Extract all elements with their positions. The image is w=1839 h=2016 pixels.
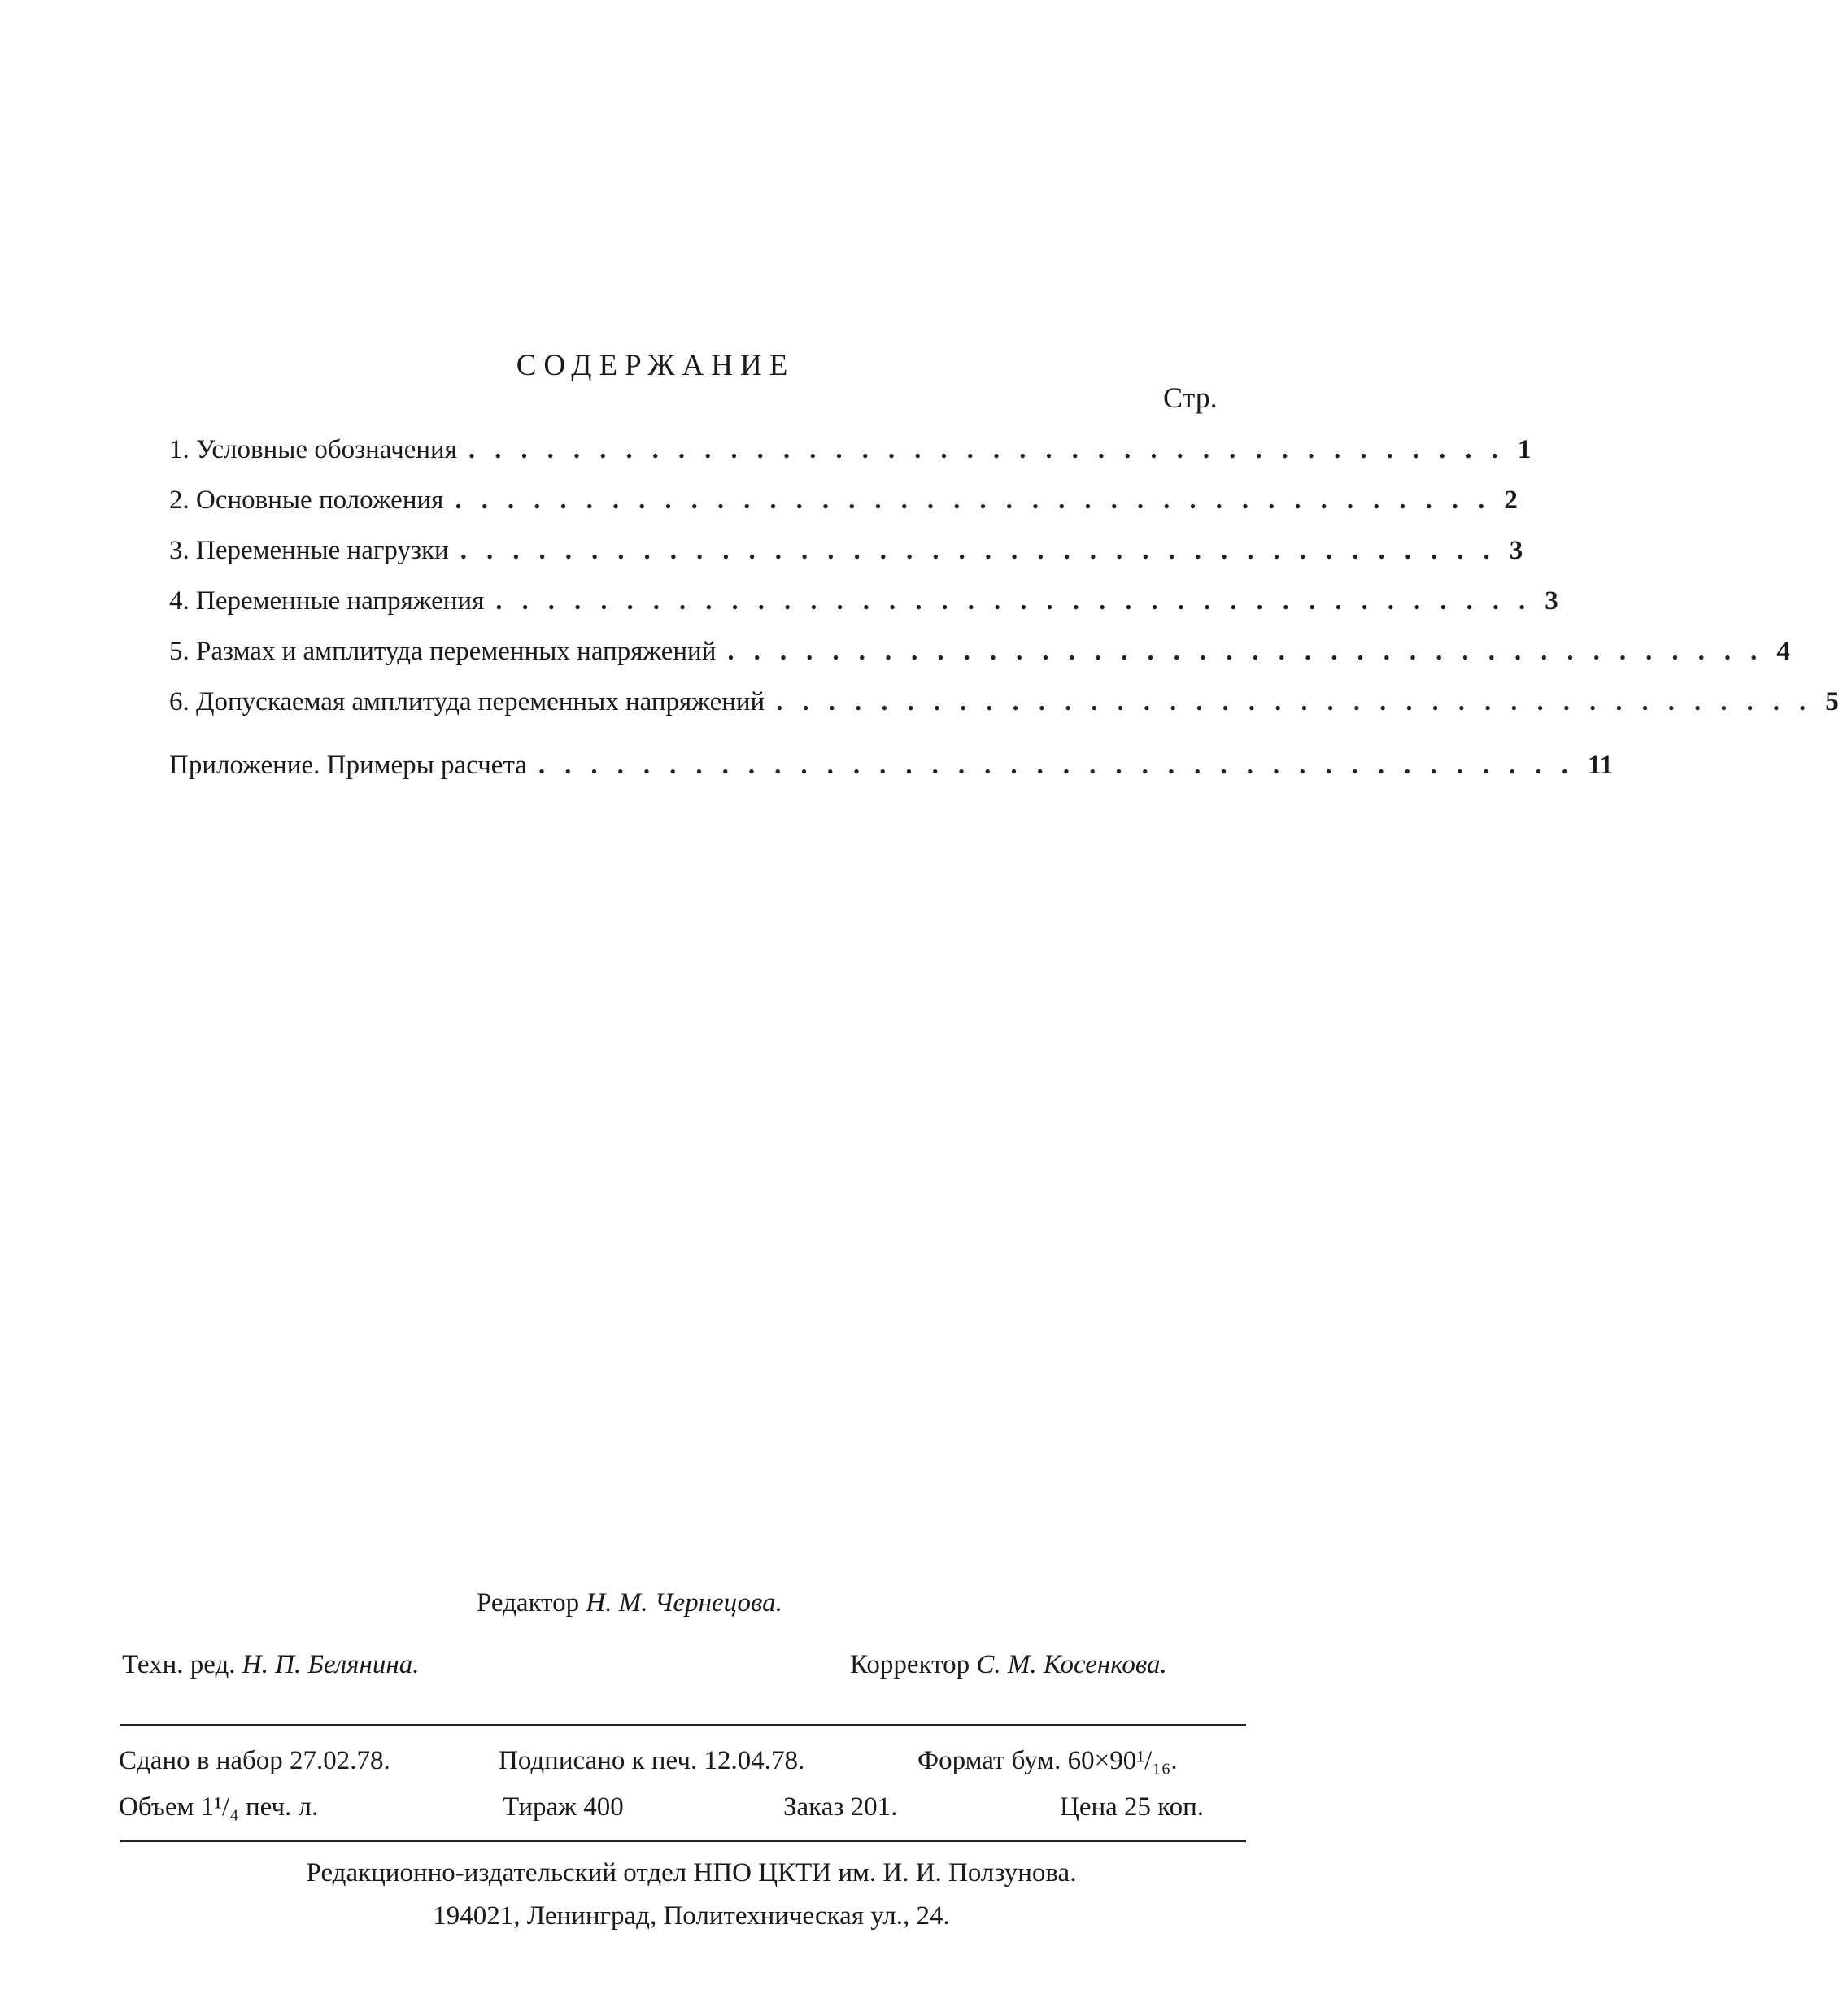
typeset-date: Сдано в набор 27.02.78. [119,1746,390,1775]
divider-line [120,1840,1246,1842]
corrector-name: С. М. Косенкова. [976,1650,1167,1679]
publisher-address: 194021, Ленинград, Политехническая ул., 24. [433,1901,950,1931]
tech-editor-credit [122,1650,419,1680]
dot-leader: ........................................ [455,485,1505,515]
dot-leader: ........................................ [776,687,1826,716]
tech-editor-name: Н. П. Белянина. [242,1650,420,1679]
toc-title: СОДЕРЖАНИЕ [516,349,795,382]
toc-item-label: 3. Переменные нагрузки [169,536,449,565]
toc-item-label: 2. Основные положения [169,485,444,515]
dot-leader: ........................................ [495,586,1545,616]
dot-leader: ........................................ [468,435,1518,464]
toc-appendix-page: 11 [1587,751,1614,780]
toc-item [169,536,1523,577]
editor-role: Редактор [477,1588,580,1618]
editor-credit [477,1588,782,1618]
price: Цена 25 коп. [1060,1792,1205,1822]
toc-item-page: 4 [1776,637,1790,666]
toc-item-label: 6. Допускаемая амплитуда переменных напряжений [169,687,765,716]
corrector-role: Корректор [850,1650,970,1679]
print-run: Тираж 400 [503,1792,624,1822]
toc-item-label: 1. Условные обозначения [169,435,457,464]
toc-appendix-label: Приложение. Примеры расчета [169,751,527,780]
toc-item [169,586,1558,627]
toc-item [169,435,1532,476]
signed-date: Подписано к печ. 12.04.78. [499,1746,805,1775]
tech-editor-role: Техн. ред. [122,1650,236,1679]
toc-item-page: 3 [1509,536,1523,565]
toc-item-page: 1 [1517,435,1532,464]
paper-format: Формат бум. 60×90¹/₁₆. [917,1746,1178,1775]
order-number: Заказ 201. [783,1792,898,1822]
toc-item-page: 3 [1545,586,1558,616]
dot-leader: ........................................ [460,536,1510,565]
toc-item-page: 2 [1504,485,1518,515]
page-column-header: Стр. [1163,381,1218,414]
dot-leader: ........................................ [538,751,1588,780]
toc-item [169,637,1790,677]
toc-item [169,485,1518,526]
toc-item-label: 4. Переменные напряжения [169,586,485,616]
toc-item [169,687,1839,728]
corrector-credit [850,1650,1167,1680]
toc-item-label: 5. Размах и амплитуда переменных напряжений [169,637,717,666]
divider-line [120,1724,1246,1726]
toc-appendix [169,751,1614,791]
dot-leader: ........................................ [727,637,1777,666]
publisher-name: Редакционно-издательский отдел НПО ЦКТИ им. И. И. Ползунова. [306,1858,1077,1888]
editor-name: Н. М. Чернецова. [586,1588,782,1618]
volume: Объем 1¹/₄ печ. л. [119,1792,319,1822]
toc-item-page: 5 [1825,687,1839,716]
